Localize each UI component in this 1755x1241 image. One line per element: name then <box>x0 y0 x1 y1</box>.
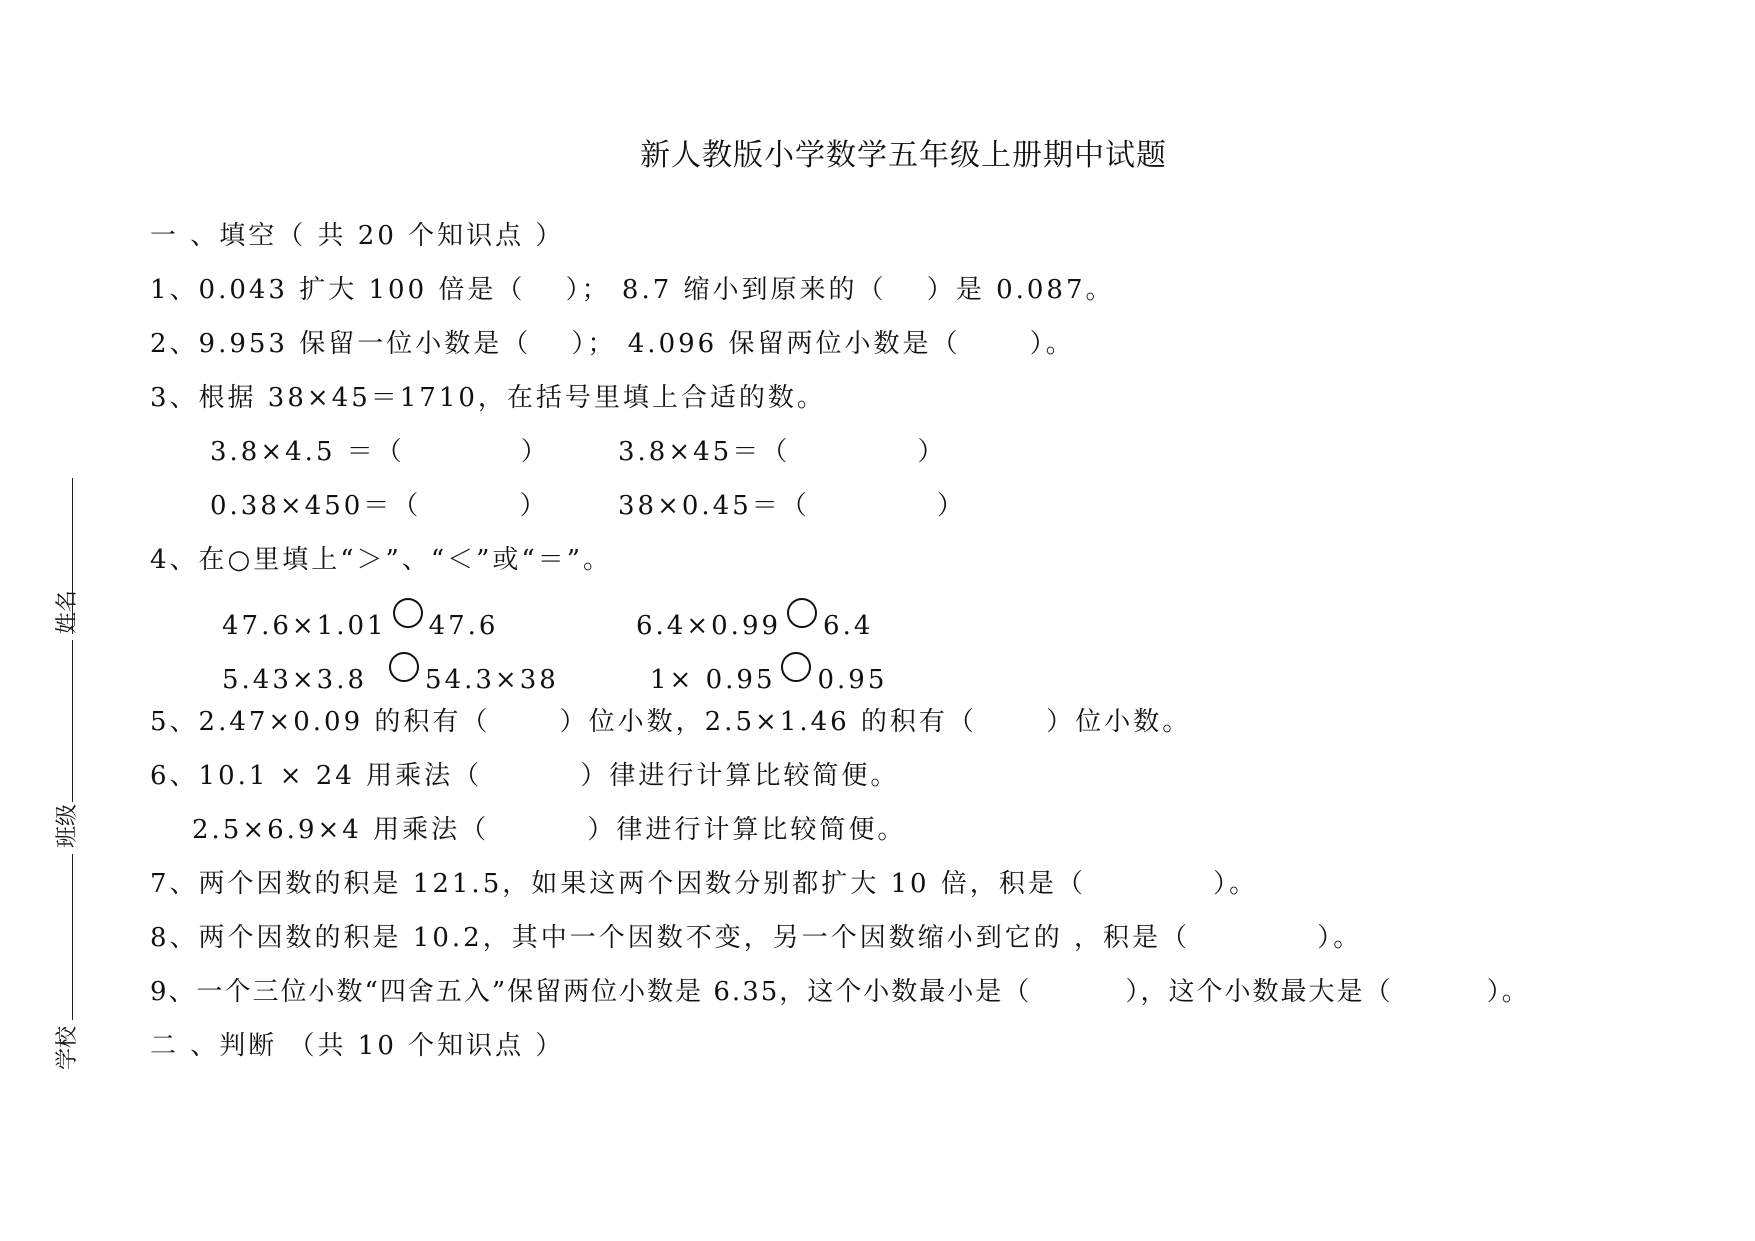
question-3: 3、根据 38×45＝1710，在括号里填上合适的数。 <box>150 383 826 413</box>
question-4a-right <box>636 598 873 642</box>
expression: 54.3×38 <box>425 665 559 695</box>
answer-circle[interactable] <box>781 652 811 682</box>
question-4: 4、在○里填上“＞”、“＜”或“＝”。 <box>150 545 612 575</box>
expression: 6.4×0.99 <box>636 611 782 641</box>
school-label: 学校 <box>55 1025 80 1070</box>
expression: 47.6×1.01 <box>222 611 387 641</box>
question-8: 8、两个因数的积是 10.2，其中一个因数不变，另一个因数缩小到它的 ，积是（ ）。 <box>150 923 1363 953</box>
question-2: 2、9.953 保留一位小数是（ ）； 4.096 保留两位小数是（ ）。 <box>150 329 1075 359</box>
expression: 47.6 <box>428 611 499 641</box>
class-label: 班级 <box>55 803 80 848</box>
section1-heading: 一 、填空（ 共 20 个知识点 ） <box>150 221 565 251</box>
section2-heading: 二 、判断 （共 10 个知识点 ） <box>150 1031 565 1061</box>
question-4b-left <box>222 652 559 696</box>
question-3a-right: 3.8×45＝（ ） <box>618 437 947 467</box>
question-5: 5、2.47×0.09 的积有（ ）位小数，2.5×1.46 的积有（ ）位小数。 <box>150 707 1192 737</box>
expression: 5.43×3.8 <box>222 665 368 695</box>
question-9: 9、一个三位小数“四舍五入”保留两位小数是 6.35，这个小数最小是（ ），这个小数最大是（ ）。 <box>150 977 1530 1007</box>
question-3b-left: 0.38×450＝（ ） <box>210 491 549 521</box>
question-6b: 2.5×6.9×4 用乘法（ ）律进行计算比较简便。 <box>192 815 907 845</box>
expression: 1× 0.95 <box>650 665 776 695</box>
question-1: 1、0.043 扩大 100 倍是（ ）； 8.7 缩小到原来的（ ）是 0.087。 <box>150 275 1115 305</box>
question-3b-right: 38×0.45＝（ ） <box>618 491 967 521</box>
answer-circle[interactable] <box>393 598 423 628</box>
question-3a-left: 3.8×4.5 ＝（ ） <box>210 437 550 467</box>
question-4b-right <box>650 652 887 696</box>
question-6: 6、10.1 × 24 用乘法（ ）律进行计算比较简便。 <box>150 761 900 791</box>
expression: 0.95 <box>817 665 888 695</box>
page-title: 新人教版小学数学五年级上册期中试题 <box>640 138 1167 173</box>
expression: 6.4 <box>823 611 874 641</box>
question-7: 7、两个因数的积是 121.5，如果这两个因数分别都扩大 10 倍，积是（ ）。 <box>150 869 1259 899</box>
class-underline <box>72 640 73 802</box>
name-label: 姓名 <box>55 589 80 634</box>
answer-circle[interactable] <box>787 598 817 628</box>
school-underline <box>72 854 73 1020</box>
question-4a-left <box>222 598 498 642</box>
answer-circle[interactable] <box>389 652 419 682</box>
